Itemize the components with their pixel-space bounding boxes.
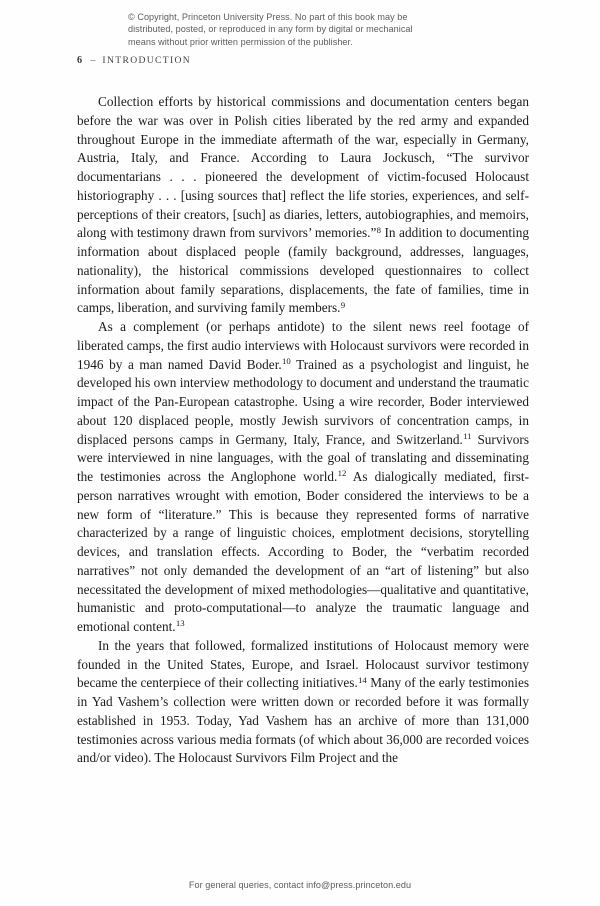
footnote-marker: 14 <box>358 674 367 685</box>
paragraph-2: As a complement (or perhaps antidote) to the silent news reel footage of liberated camps, the first audio interviews with Holocaust survivors were recorded in 1946 by a man named David Boder.$^{10}$ Trained as a psychologist and linguist, he developed his own interview methodology to document and understand the traumatic impact of the Pan-European catastrophe. Using a wire recorder, Boder interviewed about 120 displaced people, mostly Jewish survivors of concentration camps, in displaced persons camps in Germany, Italy, France, and Switzerland.$^{11}$ Survivors were interviewed in nine languages, with the goal of translating and disseminating the testimonies across the Anglophone world.$^{12}$ As dialogically mediated, first-person narratives wrought with emotion, Boder considered the interviews to be a new form of “literature.” This is because they represented forms of narrative characterized by a range of linguistic choices, emplotment decisions, storytelling devices, and translation effects. According to Boder, the “verbatim recorded narratives” not only demanded the development of an “art of listening” but also necessitated the development of mixed methodologies—qualitative and quantitative, humanistic and proto-computational—to analyze the traumatic language and emotional content.$^{13}$ <box>77 319 529 634</box>
running-head <box>77 55 191 66</box>
footnote-marker: 8 <box>376 224 382 235</box>
page-number: 6 <box>77 55 83 66</box>
footer-query-note: For general queries, contact info@press.princeton.edu <box>188 880 412 890</box>
body-text-column <box>77 93 529 768</box>
footnote-marker: 9 <box>340 299 346 310</box>
copyright-line-2: distributed, posted, or reproduced in any form by digital or mechanical <box>128 24 413 35</box>
footnote-marker: 13 <box>175 618 185 629</box>
running-head-separator: – <box>90 55 96 66</box>
copyright-notice <box>128 11 478 48</box>
footnote-marker: 11 <box>463 430 472 441</box>
copyright-line-3: means without prior written permission of the publisher. <box>128 36 353 47</box>
copyright-line-1: © Copyright, Princeton University Press. No part of this book may be <box>128 12 408 22</box>
footnote-marker: 10 <box>281 355 291 366</box>
running-head-title: INTRODUCTION <box>102 55 192 66</box>
footnote-marker: 12 <box>337 468 347 479</box>
paragraph-1: Collection efforts by historical commissions and documentation centers began before the war was over in Polish cities liberated by the red army and expanded throughout Europe in the immediate aftermath of the war, especially in Germany, Austria, Italy, and France. According to Laura Jockusch, “The survivor documentarians . . . pioneered the development of victim-focused Holocaust historiography . . . [using sources that] reflect the life stories, experiences, and self-perceptions of their creators, [such] as diaries, letters, autobiographies, and memoirs, along with testimony drawn from survivors’ memories.”$^8$ In addition to documenting information about displaced people (family background, addresses, languages, nationality), the historical commissions developed questionnaires to collect information about family separations, displacements, the fate of families, time in camps, liberation, and surviving family members.$^9$ <box>77 94 529 316</box>
paragraph-3: In the years that followed, formalized institutions of Holocaust memory were founded in the United States, Europe, and Israel. Holocaust survivor testimony became the centerpiece of their collecting initiatives.$^{14}$ Many of the early testimonies in Yad Vashem’s collection were written down or recorded before it was formally established in 1953. Today, Yad Vashem has an archive of more than 131,000 testimonies across various media formats (of which about 36,000 are recorded voices and/or video). The Holocaust Survivors Film Project and the <box>77 637 529 766</box>
